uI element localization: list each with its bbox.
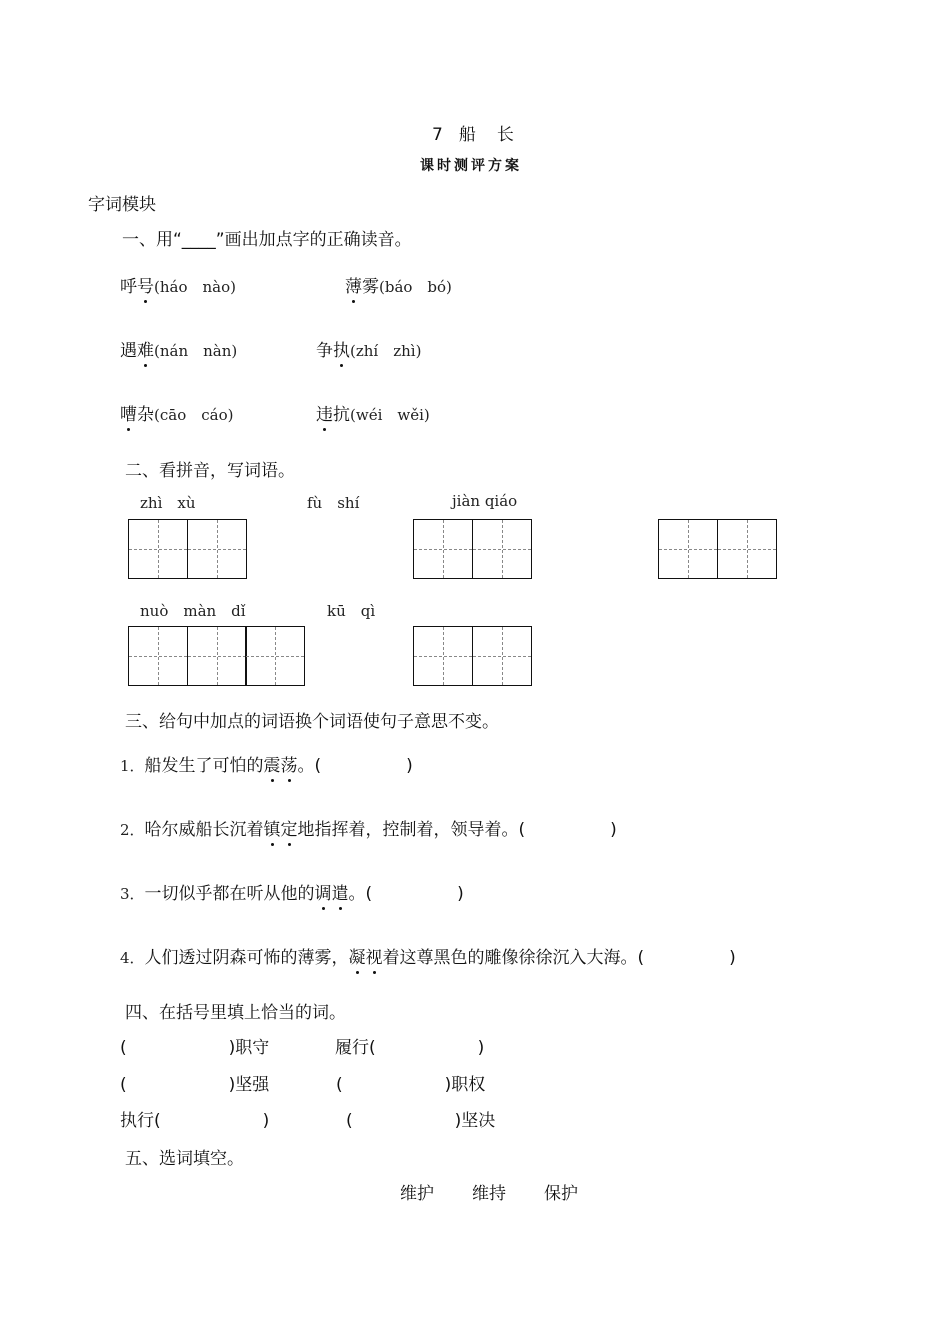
pinyin-label: zhì xù xyxy=(140,494,196,512)
section1-heading: 一、用“____”画出加点字的正确读音。 xyxy=(122,230,412,250)
writing-grid[interactable] xyxy=(413,519,530,579)
word-option: 保护 xyxy=(544,1184,578,1204)
writing-grid[interactable] xyxy=(128,626,304,686)
word-option: 维持 xyxy=(472,1184,506,1204)
pinyin-label: kū qì xyxy=(327,602,376,620)
section3-heading: 三、给句中加点的词语换个词语使句子意思不变。 xyxy=(125,712,499,732)
sentence-item: 2．哈尔威船长沉着镇定地指挥着，控制着，领导着。( ) xyxy=(120,815,617,840)
section5-heading: 五、选词填空。 xyxy=(125,1149,244,1169)
word-options xyxy=(400,1179,616,1204)
lesson-name: 船 长 xyxy=(458,125,516,145)
pinyin-label: nuò màn dǐ xyxy=(140,602,246,620)
section4-heading: 四、在括号里填上恰当的词。 xyxy=(125,1003,346,1023)
writing-grid[interactable] xyxy=(413,626,530,686)
fill-item[interactable]: ( )坚强 xyxy=(120,1075,270,1095)
lesson-title xyxy=(432,120,530,145)
pinyin-item: 遇难(nán nàn) xyxy=(120,336,237,361)
sentence-item: 3．一切似乎都在听从他的调遣。( ) xyxy=(120,879,464,904)
page-subtitle: 课时测评方案 xyxy=(420,158,522,174)
fill-item[interactable]: 履行( ) xyxy=(335,1038,485,1058)
writing-grid[interactable] xyxy=(128,519,245,579)
fill-item[interactable]: ( )职权 xyxy=(336,1075,486,1095)
pinyin-label: jiàn qiáo xyxy=(452,492,518,510)
pinyin-item: 嘈杂(cāo cáo) xyxy=(120,400,233,425)
pinyin-label: fù shí xyxy=(307,494,360,512)
sentence-item: 4．人们透过阴森可怖的薄雾，凝视着这尊黑色的雕像徐徐沉入大海。( ) xyxy=(120,943,736,968)
sentence-item: 1．船发生了可怕的震荡。( ) xyxy=(120,751,413,776)
fill-item[interactable]: ( )职守 xyxy=(120,1038,270,1058)
pinyin-item: 薄雾(báo bó) xyxy=(345,272,452,297)
pinyin-item: 呼号(háo nào) xyxy=(120,272,236,297)
section2-heading: 二、看拼音，写词语。 xyxy=(125,461,295,481)
fill-item[interactable]: ( )坚决 xyxy=(346,1111,496,1131)
fill-item[interactable]: 执行( ) xyxy=(120,1111,270,1131)
pinyin-item: 争执(zhí zhì) xyxy=(316,336,421,361)
pinyin-item: 违抗(wéi wěi) xyxy=(316,400,430,425)
module-title: 字词模块 xyxy=(88,195,156,215)
writing-grid[interactable] xyxy=(658,519,775,579)
word-option: 维护 xyxy=(400,1184,434,1204)
lesson-number: 7 xyxy=(432,125,445,145)
